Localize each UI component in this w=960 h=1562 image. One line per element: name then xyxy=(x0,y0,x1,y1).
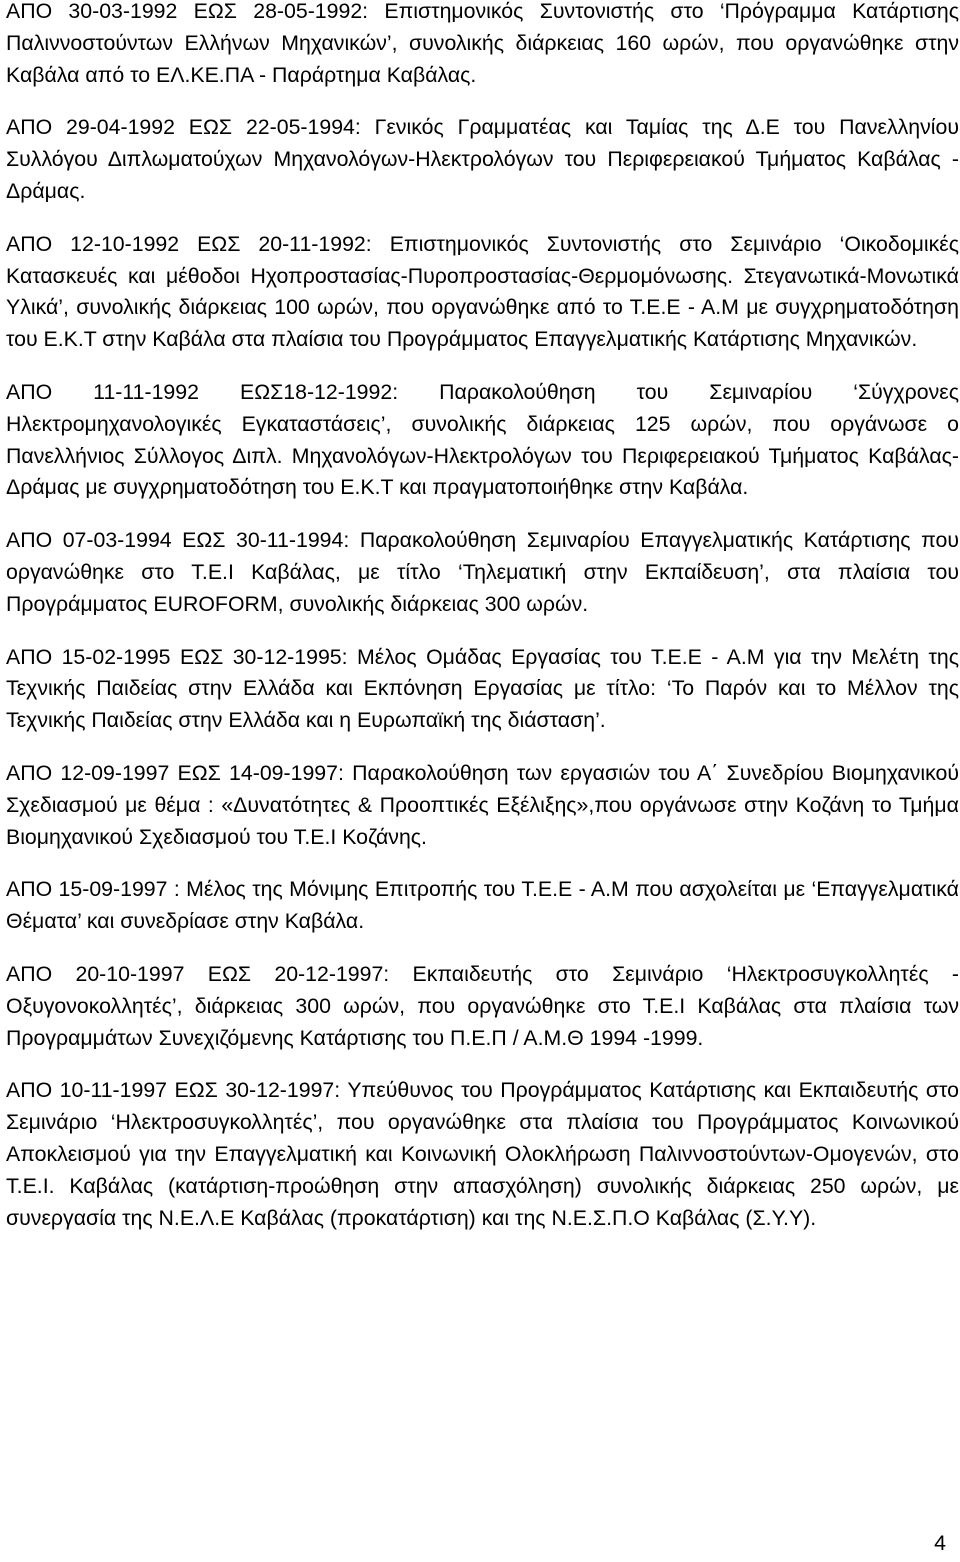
cv-entry-1: ΑΠΟ 30-03-1992 ΕΩΣ 28-05-1992: Επιστημονικός Συντονιστής στο ‘Πρόγραμμα Κατάρτισης Παλιννοστούντων Ελλήνων Μηχανικών’, συνολικής διάρκειας 160 ωρών, που οργανώθηκε στην Καβάλα από το ΕΛ.ΚΕ.ΠΑ - Παράρτημα Καβάλας. xyxy=(6,0,959,87)
cv-entry-2: ΑΠΟ 29-04-1992 ΕΩΣ 22-05-1994: Γενικός Γραμματέας και Ταμίας της Δ.Ε του Πανελληνίου Συλλόγου Διπλωματούχων Μηχανολόγων-Ηλεκτρολόγων του Περιφερειακού Τμήματος Καβάλας - Δράμας. xyxy=(6,115,959,203)
cv-entry-3: ΑΠΟ 12-10-1992 ΕΩΣ 20-11-1992: Επιστημονικός Συντονιστής στο Σεμινάριο ‘Οικοδομικές Κατασκευές και μέθοδοι Ηχοπροστασίας-Πυροπροστασίας-Θερμομόνωσης. Στεγανωτικά-Μονωτικά Υλικά’, συνολικής διάρκειας 100 ωρών, που οργανώθηκε από το Τ.Ε.Ε - Α.Μ με συγχρηματοδότηση του Ε.Κ.Τ στην Καβάλα στα πλαίσια του Προγράμματος Επαγγελματικής Κατάρτισης Μηχανικών. xyxy=(6,231,959,352)
page-number: 4 xyxy=(934,1531,946,1555)
document-body xyxy=(6,0,959,1255)
cv-entry-8: ΑΠΟ 15-09-1997 : Μέλος της Μόνιμης Επιτροπής του Τ.Ε.Ε - Α.Μ που ασχολείται με ‘Επαγγελματικά Θέματα’ και συνεδρίασε στην Καβάλα. xyxy=(6,877,959,934)
cv-entry-7: ΑΠΟ 12-09-1997 ΕΩΣ 14-09-1997: Παρακολούθηση των εργασιών του Α΄ Συνεδρίου Βιομηχανικού Σχεδιασμού με θέμα : «Δυνατότητες & Προοπτικές Εξέλιξης»,που οργάνωσε στην Κοζάνη το Τμήμα Βιομηχανικού Σχεδιασμού του Τ.Ε.Ι Κοζάνης. xyxy=(6,760,959,849)
cv-entry-6: ΑΠΟ 15-02-1995 ΕΩΣ 30-12-1995: Μέλος Ομάδας Εργασίας του Τ.Ε.Ε - Α.Μ για την Μελέτη της Τεχνικής Παιδείας στην Ελλάδα και Εκπόνηση Εργασίας με τίτλο: ‘Το Παρόν και το Μέλλον της Τεχνικής Παιδείας στην Ελλάδα και η Ευρωπαϊκή της διάσταση’. xyxy=(6,644,959,733)
cv-entry-9: ΑΠΟ 20-10-1997 ΕΩΣ 20-12-1997: Εκπαιδευτής στο Σεμινάριο ‘Ηλεκτροσυγκολλητές - Οξυγονοκολλητές’, διάρκειας 300 ωρών, που οργανώθηκε στο Τ.Ε.Ι Καβάλας στα πλαίσια των Προγραμμάτων Συνεχιζόμενης Κατάρτισης του Π.Ε.Π / Α.Μ.Θ 1994 -1999. xyxy=(6,961,959,1050)
cv-entry-5: ΑΠΟ 07-03-1994 ΕΩΣ 30-11-1994: Παρακολούθηση Σεμιναρίου Επαγγελματικής Κατάρτισης που οργανώθηκε στο Τ.Ε.Ι Καβάλας, με τίτλο ‘Τηλεματική στην Εκπαίδευση’, στα πλαίσια του Προγράμματος EUROFORM, συνολικής διάρκειας 300 ωρών. xyxy=(6,528,959,616)
cv-entry-4: ΑΠΟ 11-11-1992 ΕΩΣ18-12-1992: Παρακολούθηση του Σεμιναρίου ‘Σύγχρονες Ηλεκτρομηχανολογικές Εγκαταστάσεις’, συνολικής διάρκειας 125 ωρών, που οργάνωσε ο Πανελλήνιος Σύλλογος Διπλ. Μηχανολόγων-Ηλεκτρολόγων του Περιφερειακού Τμήματος Καβάλας-Δράμας με συγχρηματοδότηση του Ε.Κ.Τ και πραγματοποιήθηκε στην Καβάλα. xyxy=(6,379,959,500)
cv-entry-10: ΑΠΟ 10-11-1997 ΕΩΣ 30-12-1997: Υπεύθυνος του Προγράμματος Κατάρτισης και Εκπαιδευτής στο Σεμινάριο ‘Ηλεκτροσυγκολλητές’, που οργανώθηκε στα πλαίσια του Προγράμματος Κοινωνικού Αποκλεισμού για την Επαγγελματική και Κοινωνική Ολοκλήρωση Παλιννοστούντων-Ομογενών, στο Τ.Ε.Ι. Καβάλας (κατάρτιση-προώθηση στην απασχόληση) συνολικής διάρκειας 250 ωρών, με συνεργασία της Ν.Ε.Λ.Ε Καβάλας (προκατάρτιση) και της Ν.Ε.Σ.Π.Ο Καβάλας (Σ.Υ.Υ). xyxy=(6,1078,959,1230)
